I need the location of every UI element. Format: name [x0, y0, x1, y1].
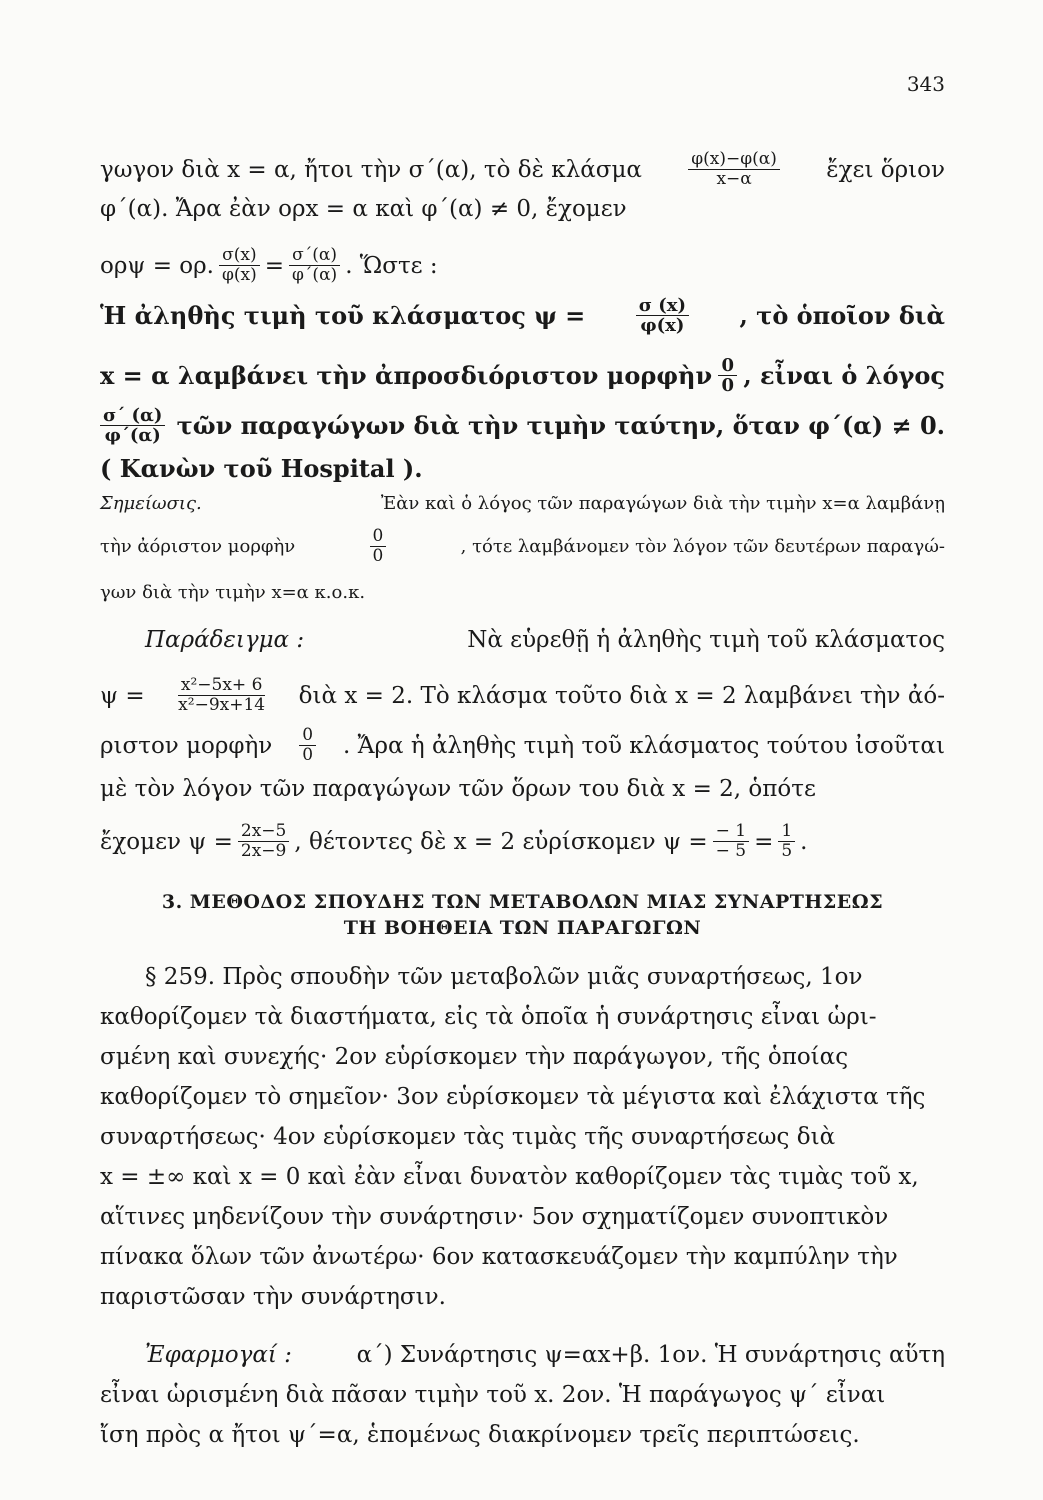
- example-line-5: ἔχομεν ψ = $\frac{2x-5}{2x-9}$ , θέτοντες δὲ x = 2 εὑρίσκομεν ψ = $\frac{- 1}{- 5}$ = $\frac{1}{5}$ .: [100, 821, 808, 861]
- note-line-3: γων διὰ τὴν τιμὴν x=α κ.ο.κ.: [100, 582, 366, 603]
- fraction: $\frac{0}{0}$: [718, 356, 737, 395]
- fraction: $\frac{- 1}{- 5}$: [713, 822, 749, 861]
- section-heading-line-2: ΤΗ ΒΟΗΘΕΙΑ ΤΩΝ ΠΑΡΑΓΩΓΩΝ: [343, 917, 702, 939]
- applications-line-2: εἶναι ὡρισμένη διὰ πᾶσαν τιμὴν τοῦ x. 2ον. Ἡ παράγωγος ψ΄ εἶναι: [100, 1382, 886, 1408]
- applications-line-3: ἴση πρὸς α ἤτοι ψ΄=α, ἑπομένως διακρίνομεν τρεῖς περιπτώσεις.: [100, 1422, 860, 1448]
- page-number: 343: [906, 72, 945, 96]
- rule-line-3: $\frac{\sigma΄ (\alpha)}{\varphi΄(\alpha)}$ τῶν παραγώγων διὰ τὴν τιμὴν ταύτην, ὅταν φ΄(α) ≠ 0.: [100, 406, 945, 445]
- fraction: $\frac{\varphi(x)-\varphi(\alpha)}{x-\alpha}$: [688, 150, 780, 189]
- fraction: $\frac{0}{0}$: [370, 527, 387, 566]
- fraction: $\frac{\sigma(x)}{\varphi(x)}$: [219, 246, 260, 285]
- rule-line-2: x = α λαμβάνει τὴν ἀπροσδιόριστον μορφὴν $\frac{0}{0}$ , εἶναι ὁ λόγος: [100, 355, 945, 396]
- fraction: $\frac{2x-5}{2x-9}$: [238, 822, 289, 861]
- fraction: $\frac{\sigma (x)}{\varphi(x)}$: [636, 296, 689, 335]
- example-line-2: ψ = $\frac{\text{x²−5x+ 6}}{\text{x²−9x+14}}$ διὰ x = 2. Τὸ κλάσμα τοῦτο διὰ x = 2 λαμβάνει τὴν ἀό-: [100, 675, 945, 715]
- paragraph-259-line-1: § 259. Πρὸς σπουδὴν τῶν μεταβολῶν μιᾶς συναρτήσεως, 1ον: [145, 964, 863, 990]
- paragraph-259-line-6: x = ±∞ καὶ x = 0 καὶ ἐὰν εἶναι δυνατὸν καθορίζομεν τὰς τιμὰς τοῦ x,: [100, 1164, 919, 1190]
- paragraph-259-line-8: πίνακα ὅλων τῶν ἀνωτέρω· 6ον κατασκευάζομεν τὴν καμπύλην τὴν: [100, 1244, 898, 1270]
- note-line-2: τὴν ἀόριστον μορφὴν $\frac{0}{0}$ , τότε λαμβάνομεν τὸν λόγον τῶν δευτέρων παραγώ-: [100, 526, 945, 566]
- paragraph-259-line-4: καθορίζομεν τὸ σημεῖον· 3ον εὑρίσκομεν τὰ μέγιστα καὶ ἐλάχιστα τῆς: [100, 1084, 926, 1110]
- fraction: $\frac{\text{x²−5x+ 6}}{\text{x²−9x+14}}$: [178, 675, 266, 715]
- fraction: $\frac{0}{0}$: [299, 726, 316, 765]
- applications-line-1: Ἐφαρμογαί : α΄) Συνάρτησις ψ=αx+β. 1ον. Ἡ συνάρτησις αὕτη: [145, 1342, 945, 1368]
- fraction: $\frac{1}{5}$: [778, 822, 795, 861]
- text-line-2: φ΄(α). Ἄρα ἐὰν ορx = α καὶ φ΄(α) ≠ 0, ἔχομεν: [100, 196, 627, 222]
- paragraph-259-line-3: σμένη καὶ συνεχής· 2ον εὑρίσκομεν τὴν παράγωγον, τῆς ὁποίας: [100, 1044, 849, 1070]
- fraction: $\frac{\sigma΄(\alpha)}{\varphi΄(\alpha)}$: [289, 246, 340, 285]
- fraction: $\frac{\sigma΄ (\alpha)}{\varphi΄(\alpha)}$: [100, 406, 165, 445]
- example-line-4: μὲ τὸν λόγον τῶν παραγώγων τῶν ὅρων του διὰ x = 2, ὁπότε: [100, 776, 816, 802]
- text-line-3: ορψ = ορ. $\frac{\sigma(x)}{\varphi(x)}$ = $\frac{\sigma΄(\alpha)}{\varphi΄(\alpha)}$ . Ὥστε :: [100, 245, 438, 285]
- rule-line-4: ( Κανὼν τοῦ Hospital ).: [100, 454, 423, 483]
- paragraph-259-line-2: καθορίζομεν τὰ διαστήματα, εἰς τὰ ὁποῖα ἡ συνάρτησις εἶναι ὡρι-: [100, 1004, 877, 1030]
- rule-line-1: Ἡ ἀληθὴς τιμὴ τοῦ κλάσματος ψ = $\frac{\sigma (x)}{\varphi(x)}$ , τὸ ὁποῖον διὰ: [100, 295, 945, 336]
- note-line-1: Σημείωσις. Ἐὰν καὶ ὁ λόγος τῶν παραγώγων διὰ τὴν τιμὴν x=α λαμβάνῃ: [100, 493, 945, 514]
- section-heading-line-1: 3. ΜΕΘΟΔΟΣ ΣΠΟΥΔΗΣ ΤΩΝ ΜΕΤΑΒΟΛΩΝ ΜΙΑΣ ΣΥΝΑΡΤΗΣΕΩΣ: [161, 891, 884, 913]
- paragraph-259-line-9: παριστῶσαν τὴν συνάρτησιν.: [100, 1284, 446, 1310]
- text-line-1: γωγον διὰ x = α, ἤτοι τὴν σ΄(α), τὸ δὲ κλάσμα $\frac{\varphi(x)-\varphi(\alpha)}{x-\alpha}$ ἔχει ὅριον: [100, 149, 945, 189]
- example-line-3: ριστον μορφὴν $\frac{0}{0}$ . Ἄρα ἡ ἀληθὴς τιμὴ τοῦ κλάσματος τούτου ἰσοῦται: [100, 725, 945, 765]
- paragraph-259-line-5: συναρτήσεως· 4ον εὑρίσκομεν τὰς τιμὰς τῆς συναρτήσεως διὰ: [100, 1124, 836, 1150]
- example-line-1: Παράδειγμα : Νὰ εὑρεθῇ ἡ ἀληθὴς τιμὴ τοῦ κλάσματος: [145, 627, 945, 653]
- paragraph-259-line-7: αἵτινες μηδενίζουν τὴν συνάρτησιν· 5ον σχηματίζομεν συνοπτικὸν: [100, 1204, 889, 1230]
